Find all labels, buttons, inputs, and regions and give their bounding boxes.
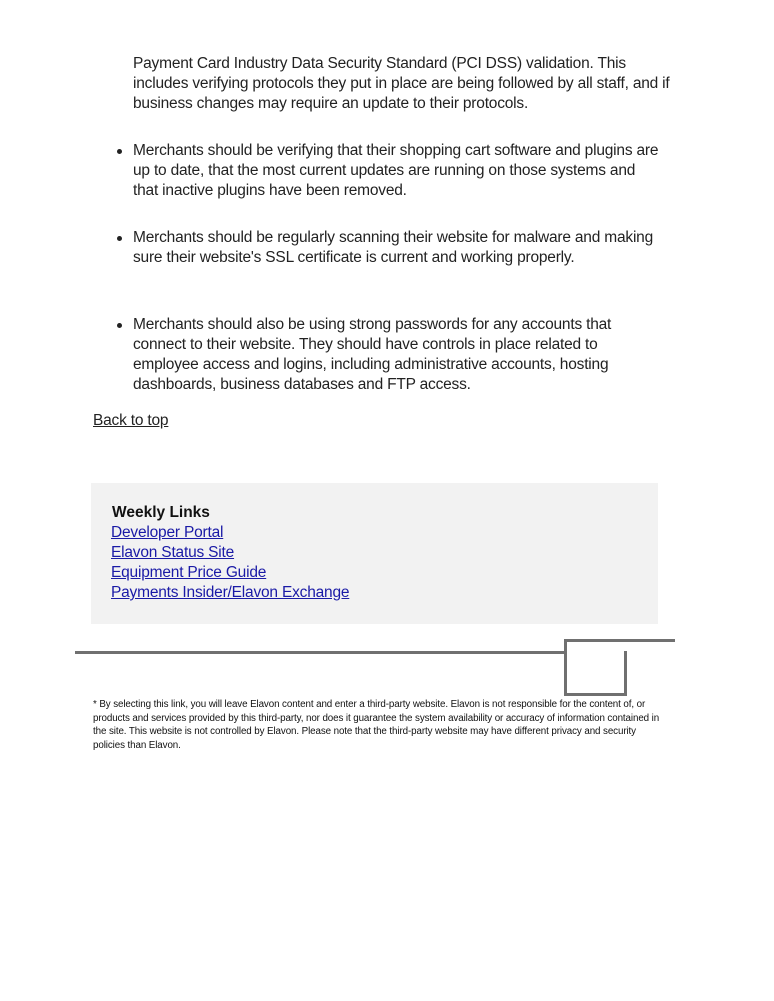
footer-divider	[75, 651, 565, 654]
bullet-continuation-text: includes verifying protocols they put in place are being followed by all staff, and if business changes may require an update to their protocols.	[133, 75, 670, 112]
clipped-top-region	[0, 0, 774, 70]
bullet-dot-icon	[117, 323, 122, 328]
equipment-price-guide-link[interactable]: Equipment Price Guide	[111, 564, 267, 581]
decorative-box-edge	[564, 651, 567, 696]
decorative-box-edge	[624, 651, 627, 696]
footer-disclaimer: * By selecting this link, you will leave Elavon content and enter a third-party website. Elavon is not responsible for the content of, or products and services provided by this third-party, nor does it guarantee the system availability or accuracy of information contained in the site. This website is not controlled by Elavon. Please note that the third-party website may have different privacy and security policies than Elavon.	[93, 699, 660, 751]
developer-portal-link[interactable]: Developer Portal	[111, 524, 224, 541]
weekly-links-box	[91, 483, 658, 624]
footer-disclaimer-region	[93, 698, 663, 751]
bullet-dot-icon	[117, 149, 122, 154]
list-item-text: Merchants should also be using strong passwords for any accounts that connect to their website. They should have controls in place related to employee access and logins, including administrative accounts, hosting dashboards, business databases and FTP access.	[133, 316, 612, 393]
weekly-links-title: Weekly Links	[112, 504, 210, 521]
decorative-box-edge	[564, 693, 627, 696]
bullet-dot-icon	[117, 236, 122, 241]
elavon-status-site-link[interactable]: Elavon Status Site	[111, 544, 235, 561]
back-to-top-link[interactable]: Back to top	[93, 412, 169, 429]
payments-insider-link[interactable]: Payments Insider/Elavon Exchange	[111, 584, 350, 601]
partial-text-line: Payment Card Industry Data Security Standard (PCI DSS) validation. This	[133, 55, 626, 72]
list-item-text: Merchants should be verifying that their shopping cart software and plugins are up to date, that the most current updates are running on those systems and that inactive plugins have been removed.	[133, 142, 659, 199]
decorative-rule-right	[564, 639, 675, 642]
list-item-text: Merchants should be regularly scanning their website for malware and making sure their website's SSL certificate is current and working properly.	[133, 229, 654, 266]
